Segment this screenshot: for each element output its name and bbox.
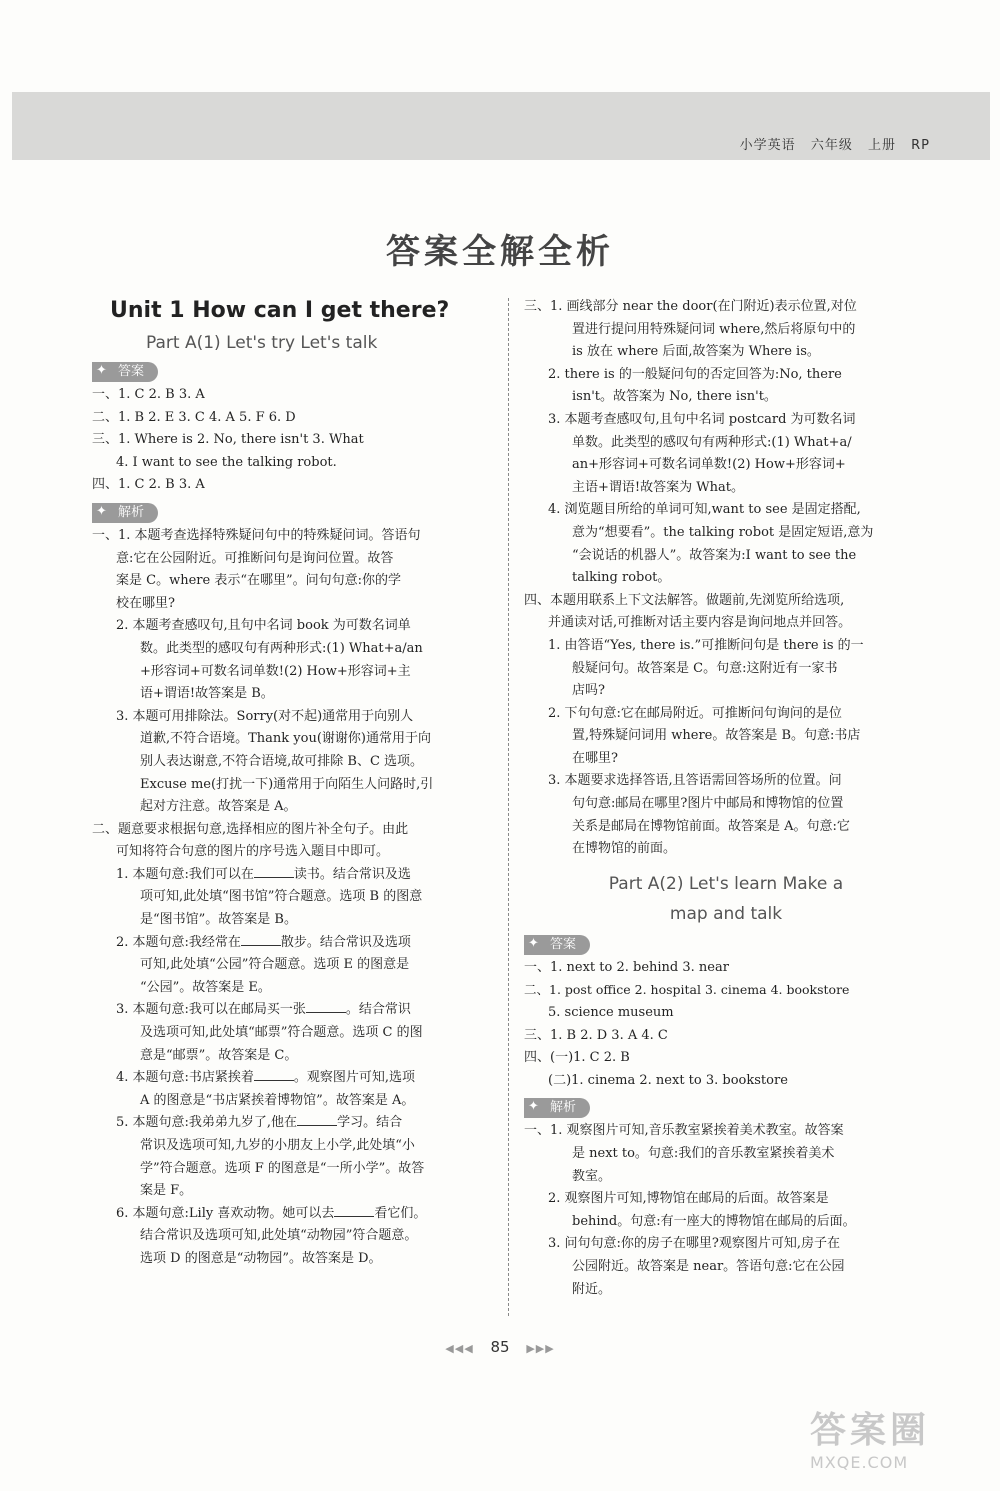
header-subject: 小学英语	[739, 138, 796, 153]
analysis-line: 店吗?	[572, 683, 605, 699]
analysis-line: talking robot。	[572, 570, 671, 586]
watermark-url: MXQE.COM	[810, 1453, 909, 1472]
left-column	[92, 296, 500, 1271]
analysis-line: 三、1. 画线部分 near the door(在门附近)表示位置,对位	[524, 299, 857, 314]
analysis-line: 语+谓语!故答案是 B。	[140, 686, 274, 702]
header-grade: 六年级	[810, 138, 853, 153]
analysis-line: 一、1. 本题考查选择特殊疑问句中的特殊疑问词。答语句	[92, 527, 421, 543]
analysis-line: 2. there is 的一般疑问句的否定回答为:No, there	[548, 366, 842, 382]
analysis-line: 单数。此类型的感叹句有两种形式:(1) What+a/	[572, 434, 852, 450]
analysis-line: 置进行提问用特殊疑问词 where,然后将原句中的	[572, 321, 856, 337]
analysis-line: 起对方注意。故答案是 A。	[140, 799, 297, 815]
unit-title: Unit 1 How can I get there?	[110, 298, 450, 323]
page-number-bar	[0, 1338, 1000, 1356]
analysis-line: 可知,此处填“公园”符合题意。选项 E 的图意是	[140, 957, 410, 973]
analysis-line: 别人表达谢意,不符合语境,故可排除 B、C 选项。	[140, 753, 424, 769]
analysis-line: 3. 本题句意:我可以在邮局买一张 。结合常识	[116, 1002, 411, 1018]
answer-line: 二、1. B 2. E 3. C 4. A 5. F 6. D	[92, 409, 296, 425]
analysis-tag: ✦ 解析	[92, 503, 158, 523]
answer-line: 四、(一)1. C 2. B	[524, 1050, 630, 1066]
analysis-line: 并通读对话,可推断对话主要内容是询问地点并回答。	[548, 615, 852, 631]
analysis-line: 道歉,不符合语境。Thank you(谢谢你)通常用于向	[140, 731, 431, 747]
column-divider	[508, 298, 509, 1316]
analysis-line: behind。句意:有一座大的博物馆在邮局的后面。	[572, 1213, 856, 1229]
analysis-line: 是 next to。句意:我们的音乐教室紧挨着美术	[572, 1146, 835, 1161]
analysis-line: 结合常识及选项可知,此处填“动物园”符合题意。	[140, 1228, 418, 1244]
analysis-line: 4. 浏览题目所给的单词可知,want to see 是固定搭配,	[548, 502, 861, 518]
analysis-line: 意是“邮票”。故答案是 C。	[140, 1047, 298, 1063]
analysis-line: 5. 本题句意:我弟弟九岁了,他在 学习。结合	[116, 1115, 403, 1131]
answers-tag: ✦ 答案	[92, 362, 158, 382]
analysis-line: 般疑问句。故答案是 C。句意:这附近有一家书	[572, 660, 838, 676]
analysis-line: Excuse me(打扰一下)通常用于向陌生人问路时,引	[140, 776, 434, 792]
analysis-line: 案是 F。	[140, 1183, 193, 1199]
answer-line: 5. science museum	[548, 1005, 674, 1021]
answer-line: 一、1. C 2. B 3. A	[92, 387, 205, 402]
answer-line: 4. I want to see the talking robot.	[116, 454, 337, 470]
right-column	[524, 296, 928, 1301]
analysis-line: 选项 D 的图意是“动物园”。故答案是 D。	[140, 1250, 382, 1266]
analysis-line: 置,特殊疑问词用 where。故答案是 B。句意:书店	[572, 728, 861, 744]
analysis-line: 校在哪里?	[116, 595, 175, 611]
analysis-line: 意为“想要看”。the talking robot 是固定短语,意为	[572, 524, 874, 540]
analysis-line: 公园附近。故答案是 near。答语句意:它在公园	[572, 1258, 845, 1274]
analysis-line: 四、本题用联系上下文法解答。做题前,先浏览所给选项,	[524, 592, 845, 608]
analysis-line: 主语+谓语!故答案为 What。	[572, 479, 744, 495]
analysis-line: 可知将符合句意的图片的序号选入题目中即可。	[116, 844, 390, 860]
analysis-line: 2. 本题句意:我经常在 散步。结合常识及选项	[116, 934, 411, 950]
analysis-line: 3. 本题考查感叹句,且句中名词 postcard 为可数名词	[548, 411, 856, 427]
header-edition: RP	[911, 138, 930, 153]
analysis-line: is 放在 where 后面,故答案为 Where is。	[572, 344, 820, 360]
answer-line: 三、1. Where is 2. No, there isn't 3. What	[92, 432, 364, 448]
analysis-line: 6. 本题句意:Lily 喜欢动物。她可以去 看它们。	[116, 1205, 427, 1221]
analysis-line: 常识及选项可知,九岁的小朋友上小学,此处填“小	[140, 1138, 415, 1153]
next-arrows-icon: ▶▶▶	[526, 1342, 555, 1355]
analysis-line: 句句意:邮局在哪里?图片中邮局和博物馆的位置	[572, 796, 844, 812]
analysis-line: A 的图意是“书店紧挨着博物馆”。故答案是 A。	[140, 1092, 415, 1108]
analysis-line: 3. 本题可用排除法。Sorry(对不起)通常用于向别人	[116, 708, 414, 724]
watermark-logo	[810, 1402, 980, 1482]
analysis-line: 项可知,此处填“图书馆”符合题意。选项 B 的图意	[140, 889, 423, 905]
analysis-line: 数。此类型的感叹句有两种形式:(1) What+a/an	[140, 640, 423, 656]
analysis-line: 1. 本题句意:我们可以在 读书。结合常识及选	[116, 866, 411, 882]
page-number: 85	[490, 1338, 510, 1356]
analysis-line: 关系是邮局在博物馆前面。故答案是 A。句意:它	[572, 818, 850, 834]
analysis-line: 3. 本题要求选择答语,且答语需回答场所的位置。问	[548, 773, 842, 789]
analysis-line: 2. 下句句意:它在邮局附近。可推断问句询问的是位	[548, 705, 842, 721]
analysis-line: 案是 C。where 表示“在哪里”。问句句意:你的学	[116, 573, 401, 589]
analysis-line: 教室。	[572, 1168, 612, 1184]
analysis-line: “公园”。故答案是 E。	[140, 979, 271, 995]
analysis-line: isn't。故答案为 No, there isn't。	[572, 389, 777, 405]
analysis-line: 2. 本题考查感叹句,且句中名词 book 为可数名词单	[116, 618, 411, 634]
analysis-tag: ✦ 解析	[524, 1098, 590, 1118]
analysis-line: 1. 由答语“Yes, there is.”可推断问句是 there is 的一	[548, 637, 864, 653]
answers-tag: ✦ 答案	[524, 935, 590, 955]
analysis-line: 二、题意要求根据句意,选择相应的图片补全句子。由此	[92, 821, 409, 837]
analysis-line: 在博物馆的前面。	[572, 841, 677, 857]
analysis-line: 是“图书馆”。故答案是 B。	[140, 912, 297, 928]
analysis-line: 一、1. 观察图片可知,音乐教室紧挨着美术教室。故答案	[524, 1123, 844, 1139]
analysis-line: 在哪里?	[572, 750, 618, 766]
answer-line: 四、1. C 2. B 3. A	[92, 477, 205, 493]
part-heading: map and talk	[669, 903, 783, 924]
analysis-line: +形容词+可数名词单数!(2) How+形容词+主	[140, 663, 411, 679]
analysis-line: 意:它在公园附近。可推断问句是询问位置。故答	[116, 550, 394, 566]
analysis-line: 4. 本题句意:书店紧挨着 。观察图片可知,选项	[116, 1070, 416, 1086]
header-info	[730, 134, 930, 153]
analysis-line: 3. 问句句意:你的房子在哪里?观察图片可知,房子在	[548, 1236, 841, 1252]
answer-line: (二)1. cinema 2. next to 3. bookstore	[548, 1072, 788, 1088]
analysis-line: an+形容词+可数名词单数!(2) How+形容词+	[572, 457, 846, 473]
page-title: 答案全解全析	[386, 232, 614, 272]
analysis-line: “会说话的机器人”。故答案为:I want to see the	[572, 547, 857, 563]
answer-line: 二、1. post office 2. hospital 3. cinema 4. bookstore	[524, 982, 850, 998]
answer-line: 三、1. B 2. D 3. A 4. C	[524, 1027, 668, 1043]
analysis-line: 及选项可知,此处填“邮票”符合题意。选项 C 的图	[140, 1025, 423, 1041]
part-heading: Part A(1) Let's try Let's talk	[146, 333, 378, 353]
analysis-line: 2. 观察图片可知,博物馆在邮局的后面。故答案是	[548, 1191, 829, 1207]
answer-line: 一、1. next to 2. behind 3. near	[524, 959, 729, 975]
header-volume: 上册	[867, 138, 896, 153]
analysis-line: 附近。	[572, 1281, 612, 1297]
prev-arrows-icon: ◀◀◀	[445, 1342, 474, 1355]
analysis-line: 学”符合题意。选项 F 的图意是“一所小学”。故答	[140, 1160, 425, 1176]
watermark-text: 答案圈	[810, 1410, 931, 1451]
part-heading: Part A(2) Let's learn Make a	[608, 873, 844, 894]
